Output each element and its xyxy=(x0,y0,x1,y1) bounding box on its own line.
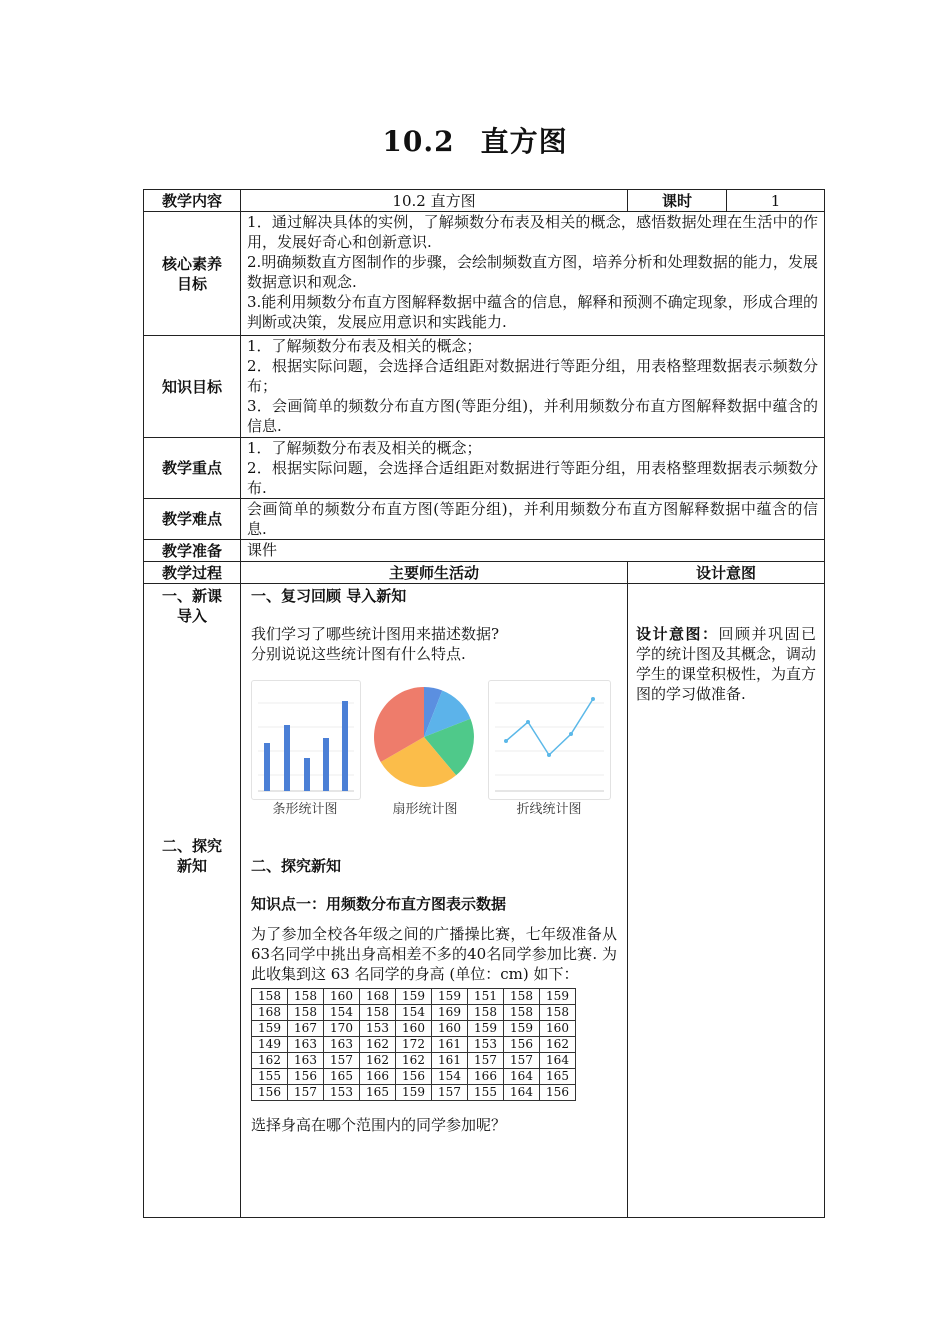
data-cell: 159 xyxy=(468,1021,504,1037)
data-cell: 159 xyxy=(432,989,468,1005)
intent-header: 设计意图 xyxy=(628,562,825,584)
data-cell: 163 xyxy=(324,1037,360,1053)
review-question-2: 分别说说这些统计图有什么特点. xyxy=(251,645,466,663)
activity-column xyxy=(241,584,628,1218)
stage-1-label xyxy=(144,586,240,626)
problem-statement: 为了参加全校各年级之间的广播操比赛，七年级准备从63名同学中挑出身高相差不多的40名同学参加比赛. 为此收集到这 63 名同学的身高 (单位：cm) 如下： xyxy=(251,925,618,983)
core-goals-label xyxy=(144,212,241,336)
data-cell: 158 xyxy=(252,989,288,1005)
chart-types-figure xyxy=(251,680,617,820)
data-cell: 158 xyxy=(288,1005,324,1021)
data-cell: 160 xyxy=(432,1021,468,1037)
data-cell: 160 xyxy=(396,1021,432,1037)
title-text: 直方图 xyxy=(480,125,568,158)
key-points-label: 教学重点 xyxy=(144,438,241,499)
key-point-item: 2．根据实际问题，会选择合适组距对数据进行等距分组，用表格整理数据表示频数分布. xyxy=(247,459,819,497)
bar-mark xyxy=(264,743,270,791)
data-cell: 167 xyxy=(288,1021,324,1037)
process-label: 教学过程 xyxy=(144,562,241,584)
data-cell: 165 xyxy=(324,1069,360,1085)
stage-2-line2: 新知 xyxy=(176,857,207,875)
page-title xyxy=(0,120,950,160)
data-cell: 158 xyxy=(468,1005,504,1021)
data-cell: 154 xyxy=(432,1069,468,1085)
period-label: 课时 xyxy=(628,190,727,212)
data-cell: 164 xyxy=(504,1069,540,1085)
core-goals-content xyxy=(241,212,825,336)
preparation-row xyxy=(144,540,825,562)
data-cell: 155 xyxy=(468,1085,504,1101)
range-question: 选择身高在哪个范围内的同学参加呢？ xyxy=(251,1116,507,1134)
bar-mark xyxy=(342,701,348,791)
data-cell: 156 xyxy=(540,1085,576,1101)
stage-2-label xyxy=(144,836,240,876)
core-goal-item: 1．通过解决具体的实例，了解频数分布表及相关的概念，感悟数据处理在生活中的作用，发展好奇心和创新意识. xyxy=(247,213,819,251)
bar-mark xyxy=(323,738,329,791)
data-cell: 153 xyxy=(324,1085,360,1101)
core-goals-label-line2: 目标 xyxy=(176,274,207,293)
bar-chart-caption: 条形统计图 xyxy=(272,802,338,817)
data-cell: 164 xyxy=(504,1085,540,1101)
data-cell: 166 xyxy=(360,1069,396,1085)
review-question-1: 我们学习了哪些统计图用来描述数据? xyxy=(251,625,500,643)
line-chart-card xyxy=(488,680,611,800)
data-cell: 161 xyxy=(432,1037,468,1053)
data-cell: 166 xyxy=(468,1069,504,1085)
pie-chart-image xyxy=(373,686,475,788)
data-cell: 156 xyxy=(288,1069,324,1085)
core-goals-label-line1: 核心素养 xyxy=(161,254,222,273)
core-goals-row xyxy=(144,212,825,336)
knowledge-goal-item: 3．会画简单的频数分布直方图(等距分组)，并利用频数分布直方图解释数据中蕴含的信息. xyxy=(247,397,819,435)
data-row xyxy=(252,1037,576,1053)
data-cell: 160 xyxy=(540,1021,576,1037)
data-cell: 157 xyxy=(432,1085,468,1101)
lesson-plan-table xyxy=(143,189,825,1218)
knowledge-goal-item: 1．了解频数分布表及相关的概念； xyxy=(247,337,482,355)
content-label: 教学内容 xyxy=(144,190,241,212)
data-cell: 162 xyxy=(360,1053,396,1069)
data-cell: 164 xyxy=(540,1053,576,1069)
line-point xyxy=(569,732,573,736)
knowledge-goals-row xyxy=(144,336,825,438)
section1-title: 一、复习回顾 导入新知 xyxy=(251,587,407,605)
data-cell: 158 xyxy=(504,1005,540,1021)
line-point xyxy=(526,720,530,724)
difficulties-content: 会画简单的频数分布直方图(等距分组)，并利用频数分布直方图解释数据中蕴含的信息. xyxy=(241,499,825,540)
bar-mark xyxy=(284,725,290,791)
line-point xyxy=(504,739,508,743)
data-cell: 165 xyxy=(540,1069,576,1085)
key-point-item: 1．了解频数分布表及相关的概念； xyxy=(247,439,482,457)
intent-label: 设计意图： xyxy=(636,625,719,643)
core-goal-item: 3.能利用频数分布直方图解释数据中蕴含的信息，解释和预测不确定现象，形成合理的判断或决策，发展应用意识和实践能力. xyxy=(247,293,819,331)
data-cell: 162 xyxy=(360,1037,396,1053)
data-cell: 161 xyxy=(432,1053,468,1069)
difficulties-label: 教学难点 xyxy=(144,499,241,540)
data-row xyxy=(252,1021,576,1037)
knowledge-goal-item: 2．根据实际问题，会选择合适组距对数据进行等距分组，用表格整理数据表示频数分布； xyxy=(247,357,819,395)
data-row xyxy=(252,1085,576,1101)
content-value: 10.2 直方图 xyxy=(241,190,628,212)
knowledge-goals-label: 知识目标 xyxy=(144,336,241,438)
data-cell: 159 xyxy=(252,1021,288,1037)
stage-2-line1: 二、探究 xyxy=(161,837,222,855)
line-point xyxy=(591,697,595,701)
line-point xyxy=(547,753,551,757)
data-cell: 157 xyxy=(468,1053,504,1069)
intent-text: 回顾并巩固已学的统计图及其概念，调动学生的课堂积极性，为直方图的学习做准备. xyxy=(636,625,817,703)
knowledge-goals-content xyxy=(241,336,825,438)
key-points-row xyxy=(144,438,825,499)
data-cell: 153 xyxy=(360,1021,396,1037)
process-body-row xyxy=(144,584,825,1218)
activity-header: 主要师生活动 xyxy=(241,562,628,584)
preparation-value: 课件 xyxy=(241,540,825,562)
data-cell: 159 xyxy=(396,1085,432,1101)
stage-1-line1: 一、新课 xyxy=(161,587,222,605)
title-number: 10.2 xyxy=(382,125,455,158)
data-cell: 154 xyxy=(396,1005,432,1021)
data-cell: 159 xyxy=(540,989,576,1005)
data-row xyxy=(252,1069,576,1085)
process-header-row xyxy=(144,562,825,584)
data-cell: 158 xyxy=(288,989,324,1005)
data-cell: 156 xyxy=(252,1085,288,1101)
data-cell: 158 xyxy=(504,989,540,1005)
data-cell: 162 xyxy=(540,1037,576,1053)
stage-column xyxy=(144,584,241,1218)
data-cell: 159 xyxy=(504,1021,540,1037)
data-cell: 157 xyxy=(504,1053,540,1069)
data-row xyxy=(252,1053,576,1069)
data-cell: 156 xyxy=(504,1037,540,1053)
data-cell: 157 xyxy=(288,1085,324,1101)
data-cell: 165 xyxy=(360,1085,396,1101)
data-cell: 157 xyxy=(324,1053,360,1069)
data-row xyxy=(252,989,576,1005)
data-cell: 160 xyxy=(324,989,360,1005)
pie-chart-caption: 扇形统计图 xyxy=(392,802,458,817)
data-cell: 151 xyxy=(468,989,504,1005)
data-cell: 159 xyxy=(396,989,432,1005)
line-chart-image xyxy=(489,681,610,799)
data-cell: 149 xyxy=(252,1037,288,1053)
data-cell: 162 xyxy=(252,1053,288,1069)
data-cell: 162 xyxy=(396,1053,432,1069)
data-cell: 158 xyxy=(360,1005,396,1021)
period-value: 1 xyxy=(727,190,825,212)
data-cell: 156 xyxy=(396,1069,432,1085)
preparation-label: 教学准备 xyxy=(144,540,241,562)
bar-chart-image xyxy=(252,681,360,799)
data-cell: 163 xyxy=(288,1037,324,1053)
key-points-content xyxy=(241,438,825,499)
data-cell: 172 xyxy=(396,1037,432,1053)
core-goal-item: 2.明确频数直方图制作的步骤，会绘制频数直方图，培养分析和处理数据的能力，发展数据意识和观念. xyxy=(247,253,819,291)
intent-column xyxy=(628,584,825,1218)
data-cell: 168 xyxy=(360,989,396,1005)
section2-title: 二、探究新知 xyxy=(251,857,342,875)
data-cell: 158 xyxy=(540,1005,576,1021)
data-cell: 170 xyxy=(324,1021,360,1037)
content-row xyxy=(144,190,825,212)
data-cell: 153 xyxy=(468,1037,504,1053)
difficulties-row xyxy=(144,499,825,540)
data-cell: 163 xyxy=(288,1053,324,1069)
data-row xyxy=(252,1005,576,1021)
bar-mark xyxy=(304,758,310,791)
data-cell: 154 xyxy=(324,1005,360,1021)
data-cell: 169 xyxy=(432,1005,468,1021)
knowledge-point-1-title: 知识点一：用频数分布直方图表示数据 xyxy=(251,895,507,913)
stage-1-line2: 导入 xyxy=(176,607,207,625)
data-cell: 168 xyxy=(252,1005,288,1021)
line-chart-caption: 折线统计图 xyxy=(516,802,582,817)
height-data-table xyxy=(251,988,576,1101)
data-cell: 155 xyxy=(252,1069,288,1085)
bar-chart-card xyxy=(251,680,361,800)
